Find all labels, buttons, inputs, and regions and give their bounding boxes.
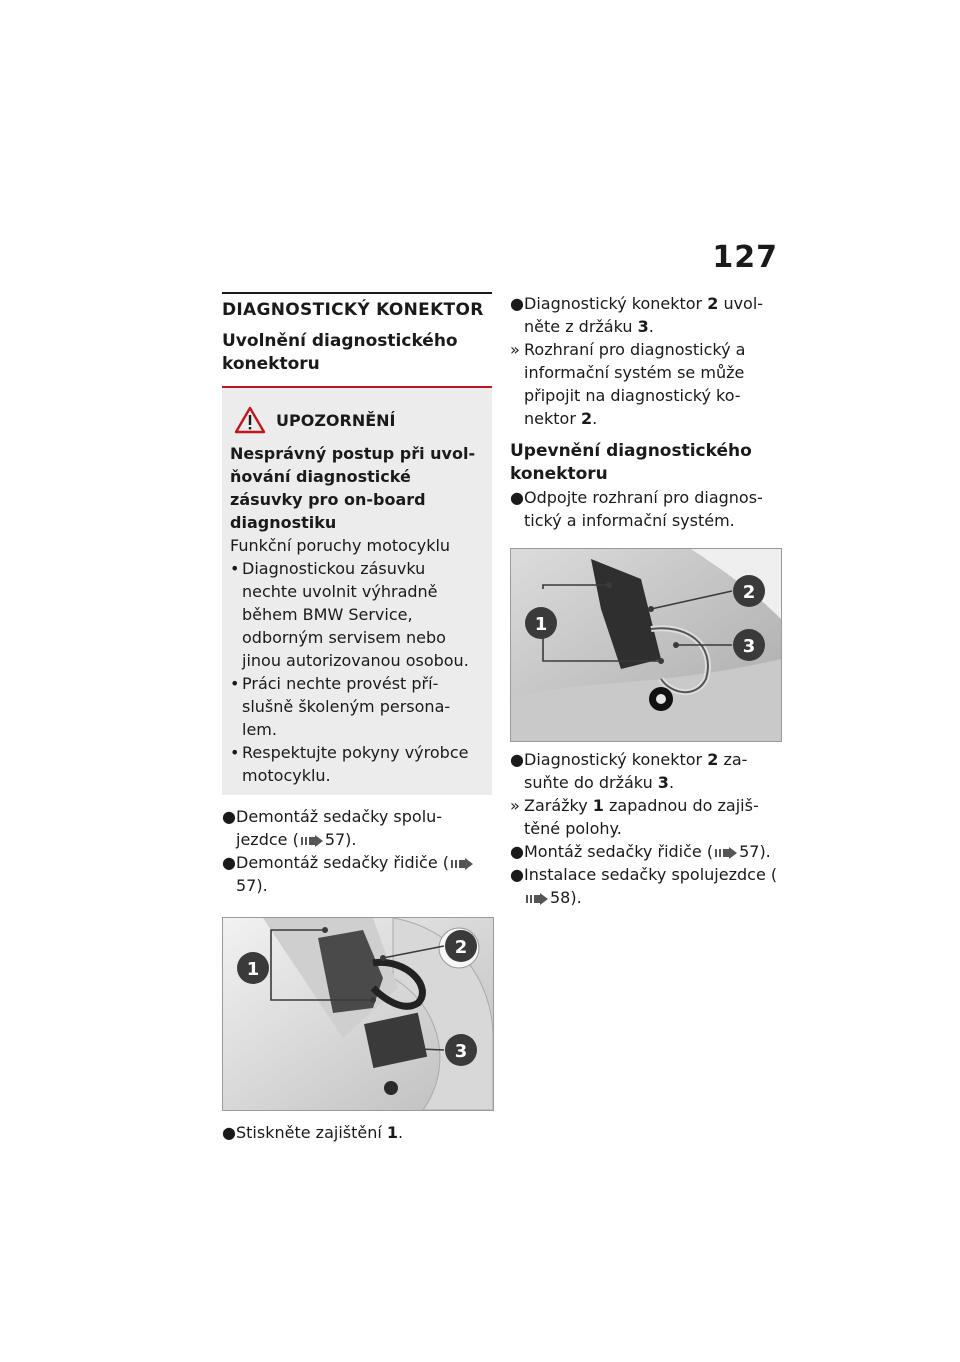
step-remove-rider-seat: ● Demontáž sedačky řidiče (57). [222,851,492,897]
step-result-interface: » Rozhraní pro diagnostický a informační systém se může připojit na diagnostický ko-nektor 2. [510,340,746,428]
warning-item: • Práci nechte provést pří-slušně školeným persona-lem. [230,672,484,741]
step-install-rider-seat: ● Montáž sedačky řidiče ( 57). [510,842,771,861]
page-number: 127 [712,240,778,275]
step-bullet: ● [222,807,236,826]
warning-bold-text: Nesprávný postup při uvol-ňování diagnostické zásuvky pro on-board diagnostiku [230,444,476,532]
page-ref-arrow-icon [715,847,737,859]
left-column [222,292,492,1144]
svg-text:1: 1 [534,614,548,635]
step-disconnect-interface: ● Odpojte rozhraní pro diagnos-tický a informační systém. [510,488,763,530]
warning-header [234,406,484,434]
step-release-connector: ● Diagnostický konektor 2 uvol-něte z držáku 3. [510,294,764,336]
step-remove-passenger-seat: ● Demontáž sedačky spolu-jezdce ( 57). [222,807,443,849]
warning-list [230,557,484,787]
callout-1 [525,607,557,639]
page-ref[interactable]: 57 [324,830,346,849]
figure-release-connector [222,917,494,1111]
step-press-lock: ● Stiskněte zajištění 1. [222,1123,404,1142]
page-ref[interactable]: 58 [550,888,571,907]
step-insert-connector: ● Diagnostický konektor 2 za-suňte do držáku 3. [510,750,748,792]
warning-item: • Diagnostickou zásuvku nechte uvolnit výhradně během BMW Service, odborným servisem nebo jinou autorizovanou osobou. [230,557,484,672]
section-title: DIAGNOSTICKÝ KONEKTOR [222,300,484,320]
section-rule [222,292,492,294]
warning-box [222,386,492,795]
svg-text:1: 1 [246,959,260,980]
page-ref[interactable]: 57 [236,876,257,895]
step-install-passenger-seat: ● Instalace sedačky spolujezdce (58). [510,865,778,907]
svg-text:3: 3 [454,1041,468,1062]
callout-3 [445,1034,477,1066]
figure-illustration [511,549,781,741]
subheading-secure: Upevnění diagnostického konektoru [510,441,752,484]
callout-2 [733,575,765,607]
callout-3 [733,629,765,661]
page-ref-arrow-icon [301,835,323,847]
page-ref-arrow-icon [526,893,548,905]
callout-2 [445,930,477,962]
warning-title: UPOZORNĚNÍ [276,410,396,430]
step-bullet: ● [222,1123,236,1142]
figure-secure-connector [510,548,782,742]
svg-text:3: 3 [742,636,756,657]
page-ref-arrow-icon [451,858,473,870]
callout-1 [237,952,269,984]
subheading-release: Uvolnění diagnostického konektoru [222,331,458,374]
right-column [510,292,782,909]
step-bullet: ● [222,853,236,872]
svg-text:2: 2 [454,937,468,958]
warning-text: Funkční poruchy motocyklu [230,536,451,555]
page-ref[interactable]: 57 [739,842,760,861]
step-result-latch: » Zarážky 1 zapadnou do zajiš-těné polohy. [510,796,759,838]
warning-item: • Respektujte pokyny výrobce motocyklu. [230,741,484,787]
warning-triangle-icon [234,406,266,434]
svg-text:2: 2 [742,582,756,603]
figure-illustration [223,918,493,1110]
